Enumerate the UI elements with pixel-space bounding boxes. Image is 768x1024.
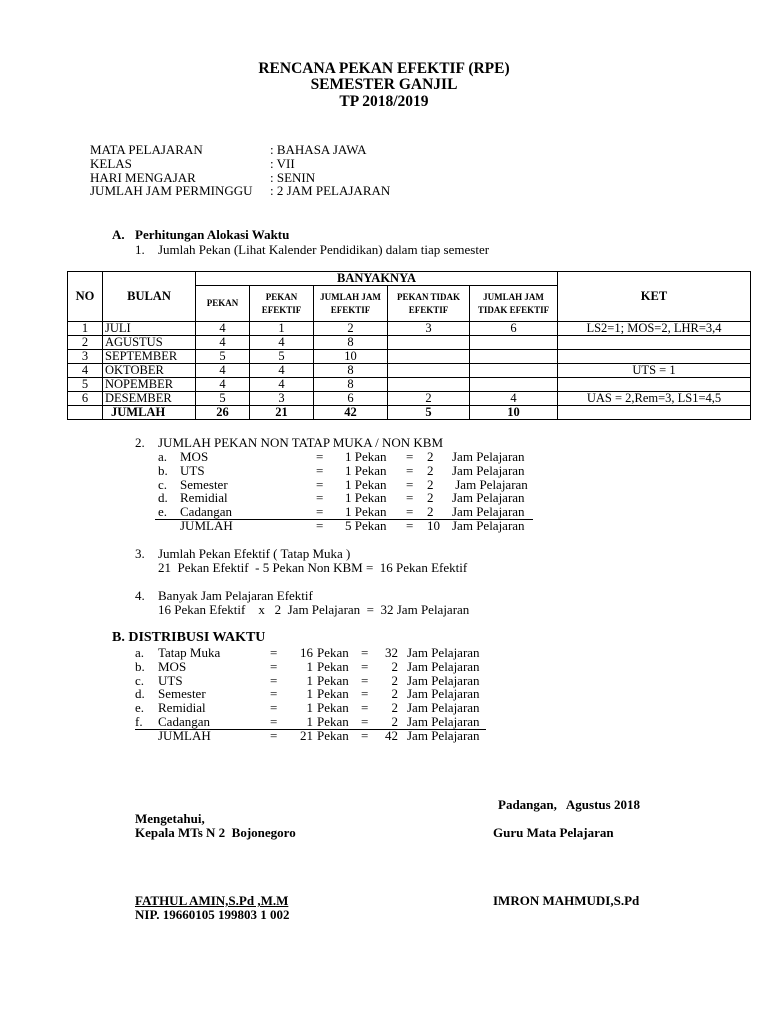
item-pekan: Pekan	[317, 645, 349, 660]
cell-pekan-efektif: 4	[250, 364, 314, 378]
info-label-subject: MATA PELAJARAN	[90, 142, 203, 157]
cell-jam-tidak	[470, 378, 558, 392]
cell-no: 1	[68, 322, 103, 336]
cell-jam-tidak	[470, 350, 558, 364]
item-eq: =	[316, 476, 324, 492]
item-name: Semester	[158, 686, 206, 702]
distribution-sum-line	[135, 729, 486, 730]
document-title-line2: SEMESTER GANJIL	[310, 76, 458, 93]
total-tidak: 5	[388, 406, 470, 420]
list-item	[0, 478, 768, 492]
item-eq2: =	[361, 672, 369, 688]
cell-jam-efektif: 8	[314, 364, 388, 378]
cell-no: 2	[68, 336, 103, 350]
item-eq: =	[316, 517, 324, 533]
item-jam: 2	[427, 490, 434, 506]
headmaster-nip: NIP. 19660105 199803 1 002	[135, 907, 290, 922]
item-jam: 32	[385, 645, 398, 660]
teacher-name: IMRON MAHMUDI,S.Pd	[493, 893, 640, 908]
cell-no: 4	[68, 364, 103, 378]
item-pekan: 1 Pekan	[345, 476, 387, 492]
item-unit: Jam Pelajaran	[452, 490, 525, 506]
place-date: Padangan, Agustus 2018	[498, 797, 640, 812]
info-value-subject: : BAHASA JAWA	[270, 142, 367, 157]
list-item	[0, 701, 768, 715]
item-eq: =	[270, 700, 278, 716]
header-no: NO	[68, 272, 103, 322]
info-value-class: : VII	[270, 156, 295, 171]
item-eq2: =	[406, 517, 414, 533]
item2-number: 2.	[135, 435, 145, 450]
item-jam: 2	[391, 700, 398, 716]
cell-pekan-efektif: 3	[250, 392, 314, 406]
cell-jam-efektif: 10	[314, 350, 388, 364]
item3-line: 21 Pekan Efektif - 5 Pekan Non KBM = 16 Pekan Efektif	[158, 560, 468, 575]
cell-ket: UTS = 1	[558, 364, 751, 378]
item2-title: JUMLAH PEKAN NON TATAP MUKA / NON KBM	[158, 435, 444, 450]
cell-jam-tidak: 6	[470, 322, 558, 336]
total-pekan: 26	[196, 406, 250, 420]
item-jam: 2	[391, 686, 398, 702]
item-name: Semester	[180, 476, 228, 492]
item-letter: d.	[158, 490, 168, 506]
item-num: 1	[306, 658, 313, 674]
weeks-table	[67, 271, 751, 420]
cell-bulan: OKTOBER	[103, 364, 196, 378]
item-name: MOS	[158, 658, 187, 674]
item-eq: =	[316, 490, 324, 506]
cell-jam-efektif: 6	[314, 392, 388, 406]
header-pekan-efektif: PEKAN EFEKTIF	[250, 286, 314, 322]
item-eq: =	[270, 645, 278, 660]
item-jam: 2	[391, 672, 398, 688]
item-unit: Jam Pelajaran	[407, 727, 480, 743]
item4-number: 4.	[135, 588, 145, 603]
item3-title: Jumlah Pekan Efektif ( Tatap Muka )	[158, 546, 351, 561]
cell-no: 5	[68, 378, 103, 392]
item-eq: =	[270, 727, 278, 743]
cell-pekan: 4	[196, 322, 250, 336]
cell-bulan: DESEMBER	[103, 392, 196, 406]
table-row	[68, 336, 751, 350]
section-b-heading: B. DISTRIBUSI WAKTU	[112, 630, 266, 645]
item4-title: Banyak Jam Pelajaran Efektif	[158, 588, 313, 603]
item-letter: a.	[158, 449, 168, 464]
header-pekan: PEKAN	[196, 286, 250, 322]
item-pekan: Pekan	[317, 713, 349, 729]
cell-jam-efektif: 2	[314, 322, 388, 336]
cell-bulan: SEPTEMBER	[103, 350, 196, 364]
cell-pekan-tidak	[388, 378, 470, 392]
item-unit: Jam Pelajaran	[407, 700, 480, 716]
list-item	[0, 687, 768, 701]
total-jam-tidak: 10	[470, 406, 558, 420]
cell-ket	[558, 406, 751, 420]
cell-pekan-efektif: 5	[250, 350, 314, 364]
cell-no	[68, 406, 103, 420]
item-pekan: Pekan	[317, 700, 349, 716]
item-num: 1	[306, 713, 313, 729]
item-unit: Jam Pelajaran	[407, 672, 480, 688]
headmaster-name: FATHUL AMIN,S.Pd ,M.M	[135, 893, 289, 908]
cell-pekan-tidak: 3	[388, 322, 470, 336]
cell-jam-tidak	[470, 364, 558, 378]
cell-ket	[558, 336, 751, 350]
item-letter: d.	[135, 686, 145, 702]
cell-ket: UAS = 2,Rem=3, LS1=4,5	[558, 392, 751, 406]
item-unit: Jam Pelajaran	[407, 645, 480, 660]
item-letter: b.	[135, 658, 145, 674]
item-unit: Jam Pelajaran	[407, 686, 480, 702]
header-ket: KET	[558, 272, 751, 322]
item-name: UTS	[158, 672, 183, 688]
cell-jam-tidak: 4	[470, 392, 558, 406]
item-unit: Jam Pelajaran	[407, 658, 480, 674]
item-eq2: =	[406, 462, 414, 478]
info-value-hours: : 2 JAM PELAJARAN	[270, 183, 391, 198]
item-eq: =	[270, 658, 278, 674]
item3-number: 3.	[135, 546, 145, 561]
cell-pekan-tidak	[388, 350, 470, 364]
item-eq2: =	[406, 476, 414, 492]
item-jam: 2	[427, 449, 434, 464]
table-row	[68, 378, 751, 392]
cell-pekan: 5	[196, 350, 250, 364]
item-unit: Jam Pelajaran	[452, 504, 525, 520]
list-item	[0, 450, 768, 464]
list-item	[0, 646, 768, 660]
list-item	[0, 491, 768, 505]
cell-no: 6	[68, 392, 103, 406]
item-letter: e.	[135, 700, 145, 716]
item-unit: Jam Pelajaran	[452, 462, 525, 478]
item-num: 1	[306, 686, 313, 702]
item-letter: b.	[158, 462, 168, 478]
item-eq: =	[316, 504, 324, 520]
item1-number: 1.	[135, 242, 145, 257]
cell-pekan: 4	[196, 364, 250, 378]
item-eq2: =	[361, 686, 369, 702]
document-title-line3: TP 2018/2019	[339, 93, 429, 110]
total-jam-efektif: 42	[314, 406, 388, 420]
item-jam: 2	[391, 658, 398, 674]
header-banyaknya: BANYAKNYA	[196, 272, 558, 286]
info-value-day: : SENIN	[270, 170, 316, 185]
item-eq2: =	[361, 700, 369, 716]
item-letter: f.	[135, 713, 143, 729]
cell-bulan: AGUSTUS	[103, 336, 196, 350]
total-label: JUMLAH	[103, 406, 196, 420]
cell-pekan: 4	[196, 336, 250, 350]
cell-ket: LS2=1; MOS=2, LHR=3,4	[558, 322, 751, 336]
table-row	[68, 322, 751, 336]
item-jam: 2	[427, 476, 434, 492]
list-item	[0, 674, 768, 688]
item-unit: Jam Pelajaran	[452, 517, 525, 533]
item-num: 21	[300, 727, 313, 743]
list-total	[0, 729, 768, 743]
table-row	[68, 364, 751, 378]
item-num: 1	[306, 672, 313, 688]
section-a-letter: A.	[112, 227, 125, 242]
mengetahui-label: Mengetahui,	[135, 811, 205, 826]
item-name: Tatap Muka	[158, 645, 221, 660]
cell-pekan-tidak: 2	[388, 392, 470, 406]
item-num: 16	[300, 645, 313, 660]
document-title-line1: RENCANA PEKAN EFEKTIF (RPE)	[258, 60, 510, 77]
cell-ket	[558, 378, 751, 392]
item-name: Remidial	[180, 490, 228, 506]
item-pekan: 1 Pekan	[345, 462, 387, 478]
table-total-row	[68, 406, 751, 420]
item-letter: c.	[158, 476, 168, 492]
item-name: JUMLAH	[180, 517, 233, 533]
item-eq2: =	[406, 504, 414, 520]
item-jam: 2	[427, 462, 434, 478]
cell-no: 3	[68, 350, 103, 364]
section-a-heading: Perhitungan Alokasi Waktu	[135, 227, 290, 242]
item-unit: Jam Pelajaran	[407, 713, 480, 729]
cell-pekan-efektif: 4	[250, 336, 314, 350]
cell-pekan: 5	[196, 392, 250, 406]
item-unit: Jam Pelajaran	[452, 449, 525, 464]
cell-pekan-tidak	[388, 336, 470, 350]
item-pekan: Pekan	[317, 672, 349, 688]
item-unit: Jam Pelajaran	[452, 476, 528, 492]
item2-sum-line	[155, 519, 533, 520]
total-efektif: 21	[250, 406, 314, 420]
item-pekan: Pekan	[317, 658, 349, 674]
header-pekan-tidak-efektif: PEKAN TIDAK EFEKTIF	[388, 286, 470, 322]
cell-pekan-efektif: 1	[250, 322, 314, 336]
item-eq2: =	[361, 713, 369, 729]
list-item	[0, 715, 768, 729]
item-jam: 10	[427, 517, 440, 533]
header-bulan: BULAN	[103, 272, 196, 322]
item-pekan: 1 Pekan	[345, 449, 387, 464]
item-pekan: 5 Pekan	[345, 517, 387, 533]
item-name: Cadangan	[158, 713, 210, 729]
headmaster-title: Kepala MTs N 2 Bojonegoro	[135, 825, 296, 840]
list-item	[0, 660, 768, 674]
list-total	[0, 519, 768, 533]
item-eq2: =	[361, 727, 369, 743]
item-eq: =	[270, 713, 278, 729]
item-eq2: =	[361, 645, 369, 660]
cell-pekan: 4	[196, 378, 250, 392]
item-pekan: 1 Pekan	[345, 490, 387, 506]
info-label-class: KELAS	[90, 156, 132, 171]
item-jam: 2	[427, 504, 434, 520]
item-letter: a.	[135, 645, 145, 660]
item-eq: =	[316, 449, 324, 464]
item-eq2: =	[406, 449, 414, 464]
item-eq: =	[270, 686, 278, 702]
item-jam: 2	[391, 713, 398, 729]
list-item	[0, 505, 768, 519]
item-name: Cadangan	[180, 504, 232, 520]
item-name: UTS	[180, 462, 205, 478]
item-letter: e.	[158, 504, 168, 520]
list-item	[0, 464, 768, 478]
item-pekan: 1 Pekan	[345, 504, 387, 520]
item-name: Remidial	[158, 700, 206, 716]
item-letter: c.	[135, 672, 145, 688]
item-eq2: =	[406, 490, 414, 506]
item-eq: =	[316, 462, 324, 478]
item2-list	[0, 450, 768, 533]
info-label-hours: JUMLAH JAM PERMINGGU	[90, 183, 253, 198]
item-pekan: Pekan	[317, 727, 349, 743]
cell-jam-efektif: 8	[314, 336, 388, 350]
item-pekan: Pekan	[317, 686, 349, 702]
header-jumlah-jam-tidak-efektif: JUMLAH JAM TIDAK EFEKTIF	[470, 286, 558, 322]
cell-bulan: JULI	[103, 322, 196, 336]
cell-jam-efektif: 8	[314, 378, 388, 392]
cell-jam-tidak	[470, 336, 558, 350]
info-label-day: HARI MENGAJAR	[90, 170, 196, 185]
item4-line: 16 Pekan Efektif x 2 Jam Pelajaran = 32 Jam Pelajaran	[158, 602, 470, 617]
cell-ket	[558, 350, 751, 364]
item-eq: =	[270, 672, 278, 688]
item-name: MOS	[180, 449, 209, 464]
item-name: JUMLAH	[158, 727, 211, 743]
cell-pekan-tidak	[388, 364, 470, 378]
item1-text: Jumlah Pekan (Lihat Kalender Pendidikan) dalam tiap semester	[158, 242, 490, 257]
cell-pekan-efektif: 4	[250, 378, 314, 392]
table-row	[68, 392, 751, 406]
item-jam: 42	[385, 727, 398, 743]
cell-bulan: NOPEMBER	[103, 378, 196, 392]
header-jumlah-jam-efektif: JUMLAH JAM EFEKTIF	[314, 286, 388, 322]
teacher-title: Guru Mata Pelajaran	[493, 825, 614, 840]
table-row	[68, 350, 751, 364]
item-eq2: =	[361, 658, 369, 674]
item-num: 1	[306, 700, 313, 716]
